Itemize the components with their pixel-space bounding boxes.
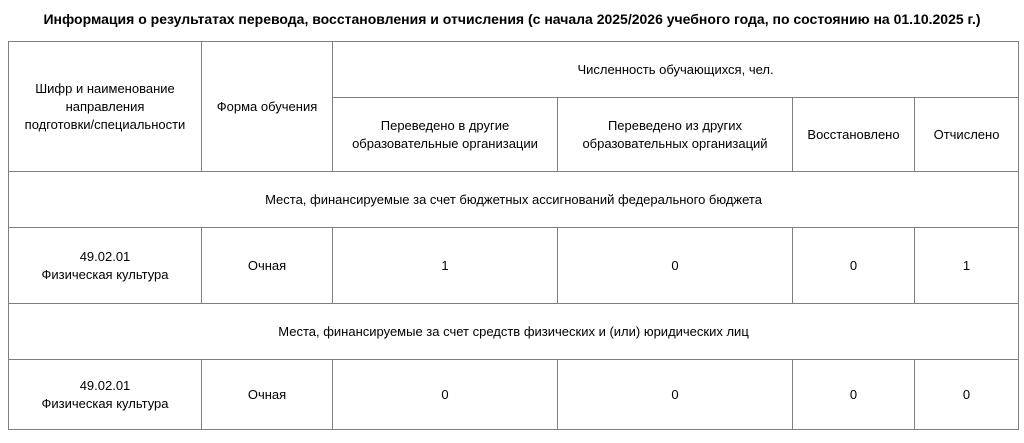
header-transferred-out bbox=[333, 98, 558, 172]
transferred-out-cell: 0 bbox=[333, 360, 558, 430]
header-form: Форма обучения bbox=[202, 42, 333, 172]
header-transferred-out-line-2: образовательные организации bbox=[352, 135, 538, 151]
header-count-group: Численность обучающихся, чел. bbox=[333, 42, 1019, 98]
program-cell bbox=[9, 360, 202, 430]
program-code: 49.02.01 bbox=[79, 248, 131, 264]
form-cell: Очная bbox=[202, 360, 333, 430]
restored-cell: 0 bbox=[793, 360, 915, 430]
section-title: Места, финансируемые за счет бюджетных ассигнований федерального бюджета bbox=[9, 172, 1019, 228]
header-expelled: Отчислено bbox=[915, 98, 1019, 172]
header-restored: Восстановлено bbox=[793, 98, 915, 172]
section-row-paid bbox=[9, 304, 1019, 360]
table-row bbox=[9, 360, 1019, 430]
header-program-line-1: Шифр и наименование bbox=[35, 80, 175, 96]
form-cell: Очная bbox=[202, 228, 333, 304]
program-name: Физическая культура bbox=[41, 266, 169, 282]
program-code: 49.02.01 bbox=[79, 377, 131, 393]
header-program-line-2: направления bbox=[65, 98, 145, 114]
header-program-line-3: подготовки/специальности bbox=[24, 116, 186, 132]
expelled-cell: 1 bbox=[915, 228, 1019, 304]
header-transferred-out-line-1: Переведено в другие bbox=[380, 117, 510, 133]
header-transferred-in bbox=[558, 98, 793, 172]
restored-cell: 0 bbox=[793, 228, 915, 304]
results-table bbox=[8, 41, 1019, 430]
header-transferred-in-line-2: образовательных организаций bbox=[582, 135, 768, 151]
transferred-in-cell: 0 bbox=[558, 228, 793, 304]
transferred-in-cell: 0 bbox=[558, 360, 793, 430]
header-row-top bbox=[9, 42, 1019, 98]
header-program bbox=[9, 42, 202, 172]
expelled-cell: 0 bbox=[915, 360, 1019, 430]
table-row bbox=[9, 228, 1019, 304]
section-title: Места, финансируемые за счет средств физических и (или) юридических лиц bbox=[9, 304, 1019, 360]
transferred-out-cell: 1 bbox=[333, 228, 558, 304]
header-transferred-in-line-1: Переведено из других bbox=[607, 117, 743, 133]
section-row-federal bbox=[9, 172, 1019, 228]
program-name: Физическая культура bbox=[41, 395, 169, 411]
program-cell bbox=[9, 228, 202, 304]
page-title: Информация о результатах перевода, восстановления и отчисления (с начала 2025/2026 учебного года, по состоянию на 01.10.2025 г.) bbox=[43, 11, 981, 27]
